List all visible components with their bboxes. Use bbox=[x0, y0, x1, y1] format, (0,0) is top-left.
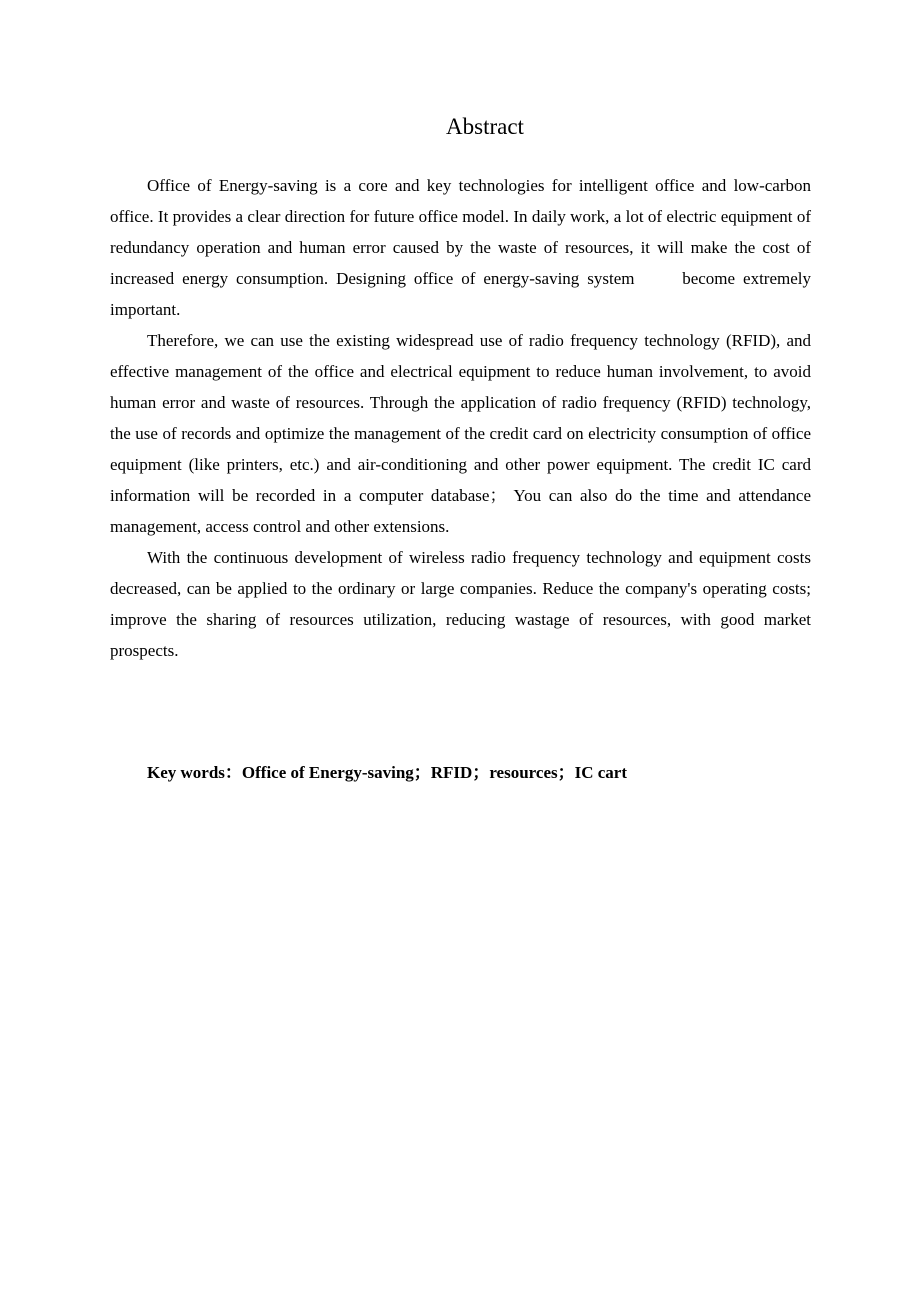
abstract-paragraph-1: Office of Energy-saving is a core and key technologies for intelligent office and low-carbon office. It provides a clear direction for future office model. In daily work, a lot of electric equipment of redundancy operation and human error caused by the waste of resources, it will make the cost of increased energy consumption. Designing office of energy-saving system become extremely important. bbox=[110, 176, 816, 319]
abstract-body bbox=[110, 170, 816, 666]
keywords-line: Key words：Office of Energy-saving；RFID；resources；IC cart bbox=[147, 763, 628, 782]
abstract-paragraph-3: With the continuous development of wireless radio frequency technology and equipment costs decreased, can be applied to the ordinary or large companies. Reduce the company's operating costs; improve the sharing of resources utilization, reducing wastage of resources, with good market prospects. bbox=[110, 548, 811, 660]
abstract-paragraph-2: Therefore, we can use the existing widespread use of radio frequency technology (RFID), and effective management of the office and electrical equipment to reduce human involvement, to avoid human error and waste of resources. Through the application of radio frequency (RFID) technology, the use of records and optimize the management of the credit card on electricity consumption of office equipment (like printers, etc.) and air-conditioning and other power equipment. The credit IC card information will be recorded in a computer database； You can also do the time and attendance management, access control and other extensions. bbox=[110, 331, 811, 536]
abstract-title: Abstract bbox=[446, 114, 524, 139]
